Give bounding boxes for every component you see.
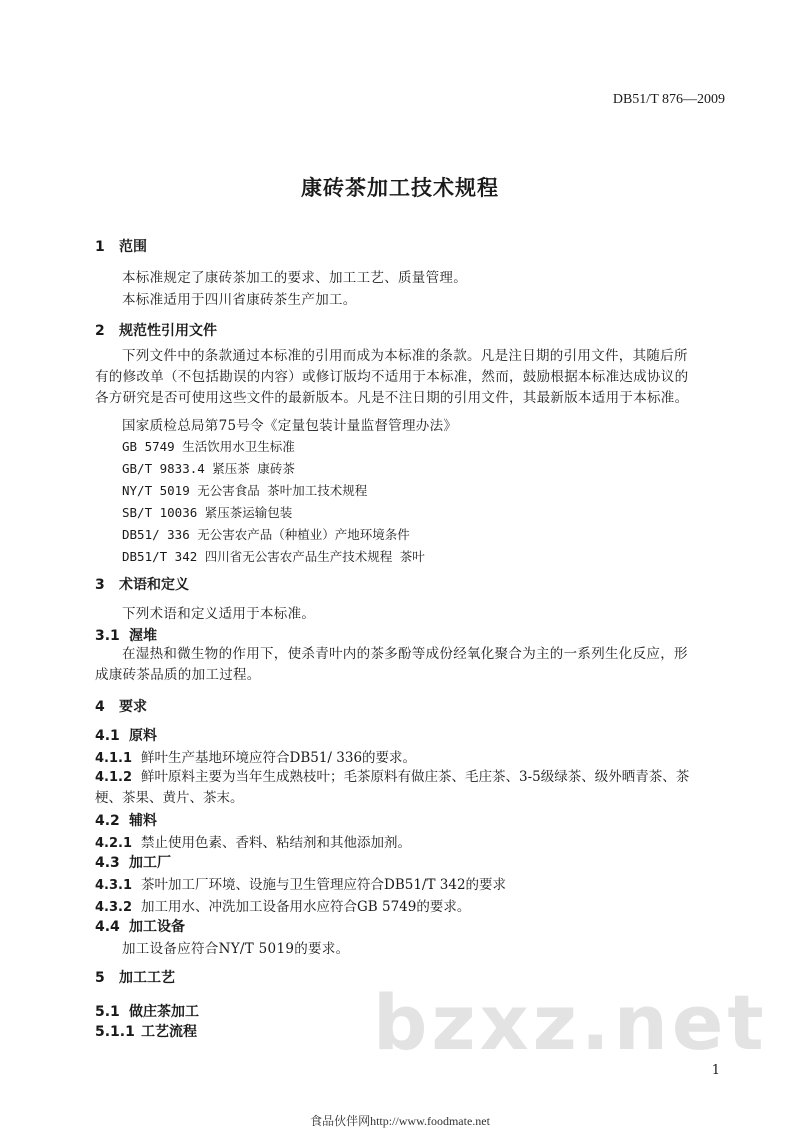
paragraph: 下列文件中的条款通过本标准的引用而成为本标准的条款。凡是注日期的引用文件，其随后所有的修改单（不包括勘误的内容）或修订版均不适用于本标准，然而，鼓励根据本标准达成协议的各方研究是否可使用这些文件的最新版本。凡是不注日期的引用文件，其最新版本适用于本标准。 <box>95 348 689 406</box>
section-number: 5 <box>95 970 105 986</box>
section-number: 5.1 <box>95 1004 120 1020</box>
document-code: DB51/T 876—2009 <box>612 92 725 107</box>
section-number: 2 <box>95 323 105 339</box>
clause-text: 加工用水、冲洗加工设备用水应符合GB 5749的要求。 <box>141 899 471 915</box>
section-title: 术语和定义 <box>119 577 189 593</box>
subsection-heading <box>95 1021 197 1041</box>
reference-item: DB51/T 342 四川省无公害农产品生产技术规程 茶叶 <box>122 549 425 564</box>
section-2-heading <box>95 320 217 340</box>
section-number: 5.1.1 <box>95 1024 135 1040</box>
section-1-heading <box>95 236 147 256</box>
section-number: 4.2 <box>95 813 120 829</box>
section-title: 加工工艺 <box>119 970 175 986</box>
paragraph: 下列术语和定义适用于本标准。 <box>122 606 316 622</box>
section-4-heading <box>95 696 147 716</box>
section-title: 要求 <box>119 699 147 715</box>
subsection-heading <box>95 916 185 936</box>
section-title: 原料 <box>129 728 157 744</box>
section-title: 做庄茶加工 <box>129 1004 199 1020</box>
clause-number: 4.3.2 <box>95 900 133 915</box>
reference-item: NY/T 5019 无公害食品 茶叶加工技术规程 <box>122 483 368 498</box>
clause-item <box>95 746 416 766</box>
reference-item: GB/T 9833.4 紧压茶 康砖茶 <box>122 461 295 476</box>
section-title: 规范性引用文件 <box>119 323 217 339</box>
clause-text: 茶叶加工厂环境、设施与卫生管理应符合DB51/T 342的要求 <box>141 877 507 893</box>
page-number: 1 <box>711 1063 720 1078</box>
section-5-heading <box>95 967 175 987</box>
clause-text: 鲜叶原料主要为当年生成熟枝叶；毛茶原料有做庄茶、毛庄茶、3-5级绿茶、级外晒青茶、茶梗、茶果、黄片、茶末。 <box>95 769 690 806</box>
section-title: 加工设备 <box>129 919 185 935</box>
clause-item <box>95 767 700 809</box>
section-title: 工艺流程 <box>141 1024 197 1040</box>
clause-number: 4.1.2 <box>95 770 133 785</box>
section-title: 渥堆 <box>129 628 157 644</box>
clause-text: 鲜叶生产基地环境应符合DB51/ 336的要求。 <box>141 750 417 766</box>
clause-number: 4.1.1 <box>95 751 133 766</box>
paragraph: 本标准规定了康砖茶加工的要求、加工工艺、质量管理。 <box>122 270 467 286</box>
paragraph: 加工设备应符合NY/T 5019的要求。 <box>122 941 350 957</box>
section-title: 范围 <box>119 239 147 255</box>
reference-item: SB/T 10036 紧压茶运输包装 <box>122 505 293 520</box>
section-number: 3.1 <box>95 628 120 644</box>
clause-text: 禁止使用色素、香料、粘结剂和其他添加剂。 <box>141 835 411 851</box>
section-title: 加工厂 <box>129 855 171 871</box>
clause-item <box>95 895 470 915</box>
subsection-heading <box>95 725 157 745</box>
section-title: 辅料 <box>129 813 157 829</box>
section-number: 4.4 <box>95 919 120 935</box>
clause-number: 4.3.1 <box>95 878 133 893</box>
watermark: bzxz.net <box>373 978 768 1067</box>
subsection-heading <box>95 852 171 872</box>
subsection-heading <box>95 625 157 645</box>
section-number: 1 <box>95 239 105 255</box>
document-title: 康砖茶加工技术规程 <box>301 176 499 200</box>
section-number: 4.1 <box>95 728 120 744</box>
clause-number: 4.2.1 <box>95 836 133 851</box>
paragraph: 本标准适用于四川省康砖茶生产加工。 <box>122 292 357 308</box>
clause-item <box>95 831 411 851</box>
reference-item: GB 5749 生活饮用水卫生标准 <box>122 439 295 454</box>
section-number: 4 <box>95 699 105 715</box>
section-number: 4.3 <box>95 855 120 871</box>
section-3-heading <box>95 574 189 594</box>
footer-source: 食品伙伴网http://www.foodmate.net <box>310 1114 490 1128</box>
section-number: 3 <box>95 577 105 593</box>
subsection-heading <box>95 810 157 830</box>
paragraph: 在湿热和微生物的作用下，使杀青叶内的茶多酚等成份经氧化聚合为主的一系列生化反应，形成康砖茶品质的加工过程。 <box>95 646 688 683</box>
reference-item: DB51/ 336 无公害农产品（种植业）产地环境条件 <box>122 527 410 542</box>
reference-item: 国家质检总局第75号令《定量包装计量监督管理办法》 <box>122 418 458 434</box>
subsection-heading <box>95 1001 199 1021</box>
clause-item <box>95 873 506 893</box>
